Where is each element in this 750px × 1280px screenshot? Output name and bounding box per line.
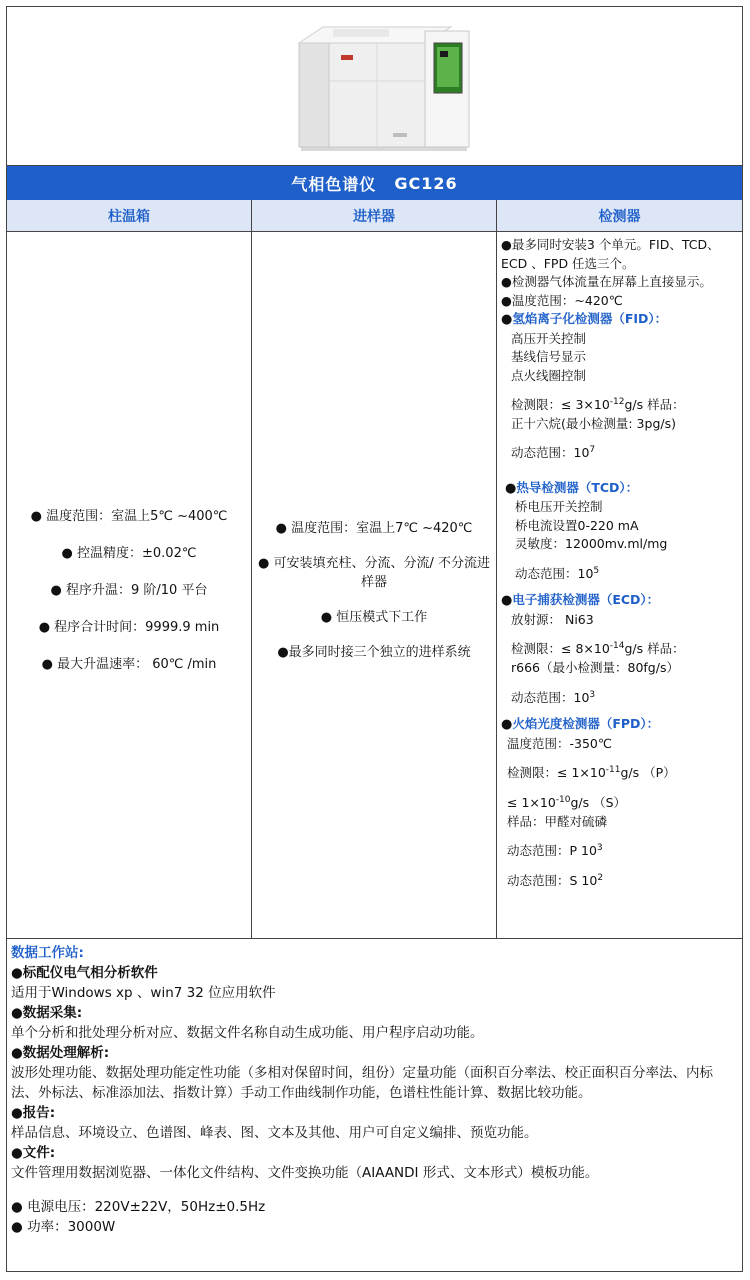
spec-main-row bbox=[7, 232, 742, 939]
fid-line: 高压开关控制 bbox=[511, 330, 587, 346]
oven-program-time: ● 程序合计时间：9999.9 min bbox=[38, 619, 220, 635]
ecd-limit-sample: r666（最小检测量：80fg/s） bbox=[511, 660, 679, 676]
fpd-range-s: 动态范围：S $10^2$ bbox=[507, 872, 604, 888]
spec-sheet bbox=[6, 6, 743, 1272]
oven-max-rate: ● 最大升温速率： 60℃ /min bbox=[41, 656, 217, 672]
injector-mode: ● 恒压模式下工作 bbox=[320, 609, 428, 625]
fid-limit-sample: 正十六烷(最小检测量: 3pg/s) bbox=[511, 415, 676, 431]
process-heading: ●数据处理解析: bbox=[11, 1045, 110, 1061]
tcd-title: 热导检测器（TCD）： bbox=[516, 479, 639, 495]
detector-intro-flow: ●检测器气体流量在屏幕上直接显示。 bbox=[501, 274, 712, 289]
software-heading: ●标配仪电气相分析软件 bbox=[11, 965, 158, 981]
power-rating: ● 功率：3000W bbox=[11, 1219, 116, 1235]
oven-temp-accuracy: ● 控温精度：±0.02℃ bbox=[61, 545, 197, 561]
fid-line: 点火线圈控制 bbox=[511, 367, 587, 383]
oven-program: ● 程序升温：9 阶/10 平台 bbox=[50, 582, 208, 598]
product-model: GC126 bbox=[394, 173, 458, 193]
column-header-injector: 进样器 bbox=[252, 200, 497, 231]
product-name: 气相色谱仪 bbox=[291, 174, 377, 194]
fpd-temp: 温度范围：-350℃ bbox=[507, 735, 612, 751]
collect-heading: ●数据采集: bbox=[11, 1005, 83, 1021]
ecd-limit: 检测限：≤ $8\times 10^{-14}g/s$ 样品： bbox=[511, 641, 685, 657]
injector-specs bbox=[252, 232, 497, 938]
fpd-range-p: 动态范围：P $10^3$ bbox=[507, 843, 603, 859]
ecd-range: 动态范围：$10^3$ bbox=[511, 689, 596, 705]
fpd-limit-s: ≤ $1\times 10^{-10}g/s$ （S） bbox=[507, 794, 627, 811]
product-title-bar bbox=[7, 166, 742, 201]
oven-temp-range: ● 温度范围：室温上5℃ ~400℃ bbox=[30, 508, 228, 524]
tcd-line: 灵敏度：12000mv.ml/mg bbox=[515, 536, 668, 552]
detector-specs: ●最多同时安装3 个单元。FID、TCD、ECD 、FPD 任选三个。 ●检测器气体流量在屏幕上直接显示。 ●温度范围：~420℃ ●氢焰离子化检测器（FID）： 高压开关控制 基线信号显示 点火线圈控制 检测限：≤ $3\times 10^{-12}g/s$ 样品： 正十六烷(最小检测量: 3pg/s) 动态范围：$10^7$ ●热导检测器（TCD）： 桥电压开关控制 桥电流设置0-220 mA 灵敏度：12000mv.ml/mg 动态范围：$10^5$ ●电子捕获检测器（ECD）： 放射源： Ni63 检测限：≤ $8\times 10^{-14}g/s$ 样品： r666（最小检测量：80fg/s） 动态范围：$10^3$ ●火焰光度检测器（FPD）： 温度范围：-350℃ 检测限：≤ $1\times 10^{-11}g/s$ （P） ≤ $1\times 10^{-10}g/s$ （S） 样品：甲醛对硫磷 动态范围：P $10^3$ 动态范围：S $10^2$ bbox=[497, 232, 742, 938]
fpd-limit-p: 检测限：≤ $1\times 10^{-11}g/s$ （P） bbox=[507, 765, 676, 781]
ecd-title: 电子捕获检测器（ECD）： bbox=[512, 592, 660, 608]
detector-intro-units: ●最多同时安装3 个单元。FID、TCD、ECD 、FPD 任选三个。 bbox=[501, 237, 720, 271]
software-text: 适用于Windows xp 、win7 32 位应用软件 bbox=[11, 985, 276, 1001]
tcd-line: 桥电压开关控制 bbox=[515, 499, 603, 515]
report-text: 样品信息、环境设立、色谱图、峰表、图、文本及其他、用户可自定义编排、预览功能。 bbox=[11, 1125, 538, 1141]
fid-range: 动态范围：$10^7$ bbox=[511, 445, 596, 461]
workstation-title: 数据工作站: bbox=[11, 945, 84, 961]
ecd-source: 放射源： Ni63 bbox=[511, 611, 594, 627]
file-heading: ●文件: bbox=[11, 1145, 56, 1161]
fid-title: 氢焰离子化检测器（FID）： bbox=[512, 311, 668, 326]
column-header-oven: 柱温箱 bbox=[7, 200, 252, 231]
column-header-detector: 检测器 bbox=[598, 208, 641, 225]
power-voltage: ● 电源电压：220V±22V，50Hz±0.5Hz bbox=[11, 1199, 266, 1215]
tcd-line: 桥电流设置0-220 mA bbox=[515, 517, 639, 533]
detector-intro-temp: ●温度范围：~420℃ bbox=[501, 292, 623, 308]
fpd-title: 火焰光度检测器（FPD）： bbox=[512, 716, 660, 732]
fid-limit: 检测限：≤ $3\times 10^{-12}g/s$ 样品： bbox=[511, 397, 685, 413]
product-image-area bbox=[7, 7, 742, 166]
gas-chromatograph-image bbox=[293, 21, 473, 156]
fpd-sample: 样品：甲醛对硫磷 bbox=[507, 813, 608, 829]
injector-temp-range: ● 温度范围：室温上7℃ ~420℃ bbox=[275, 520, 473, 536]
file-text: 文件管理用数据浏览器、一体化文件结构、文件变换功能（AIAANDI 形式、文本形式）模板功能。 bbox=[11, 1165, 599, 1181]
injector-types: ● 可安装填充柱、分流、分流/ 不分流进样器 bbox=[258, 555, 490, 590]
oven-specs bbox=[7, 232, 252, 938]
column-headers bbox=[7, 200, 742, 232]
workstation-section bbox=[7, 939, 742, 1271]
report-heading: ●报告: bbox=[11, 1105, 56, 1121]
collect-text: 单个分析和批处理分析对应、数据文件名称自动生成功能、用户程序启动功能。 bbox=[11, 1025, 484, 1041]
injector-systems: ●最多同时接三个独立的进样系统 bbox=[277, 644, 471, 660]
fid-line: 基线信号显示 bbox=[511, 349, 587, 364]
process-text: 波形处理功能、数据处理功能定性功能（多相对保留时间，组份）定量功能（面积百分率法、校正面积百分率法、内标法、外标法、标准添加法、指数计算）手动工作曲线制作功能，色谱柱性能计算、数据比较功能。 bbox=[11, 1065, 713, 1101]
tcd-range: 动态范围：$10^5$ bbox=[515, 565, 600, 581]
